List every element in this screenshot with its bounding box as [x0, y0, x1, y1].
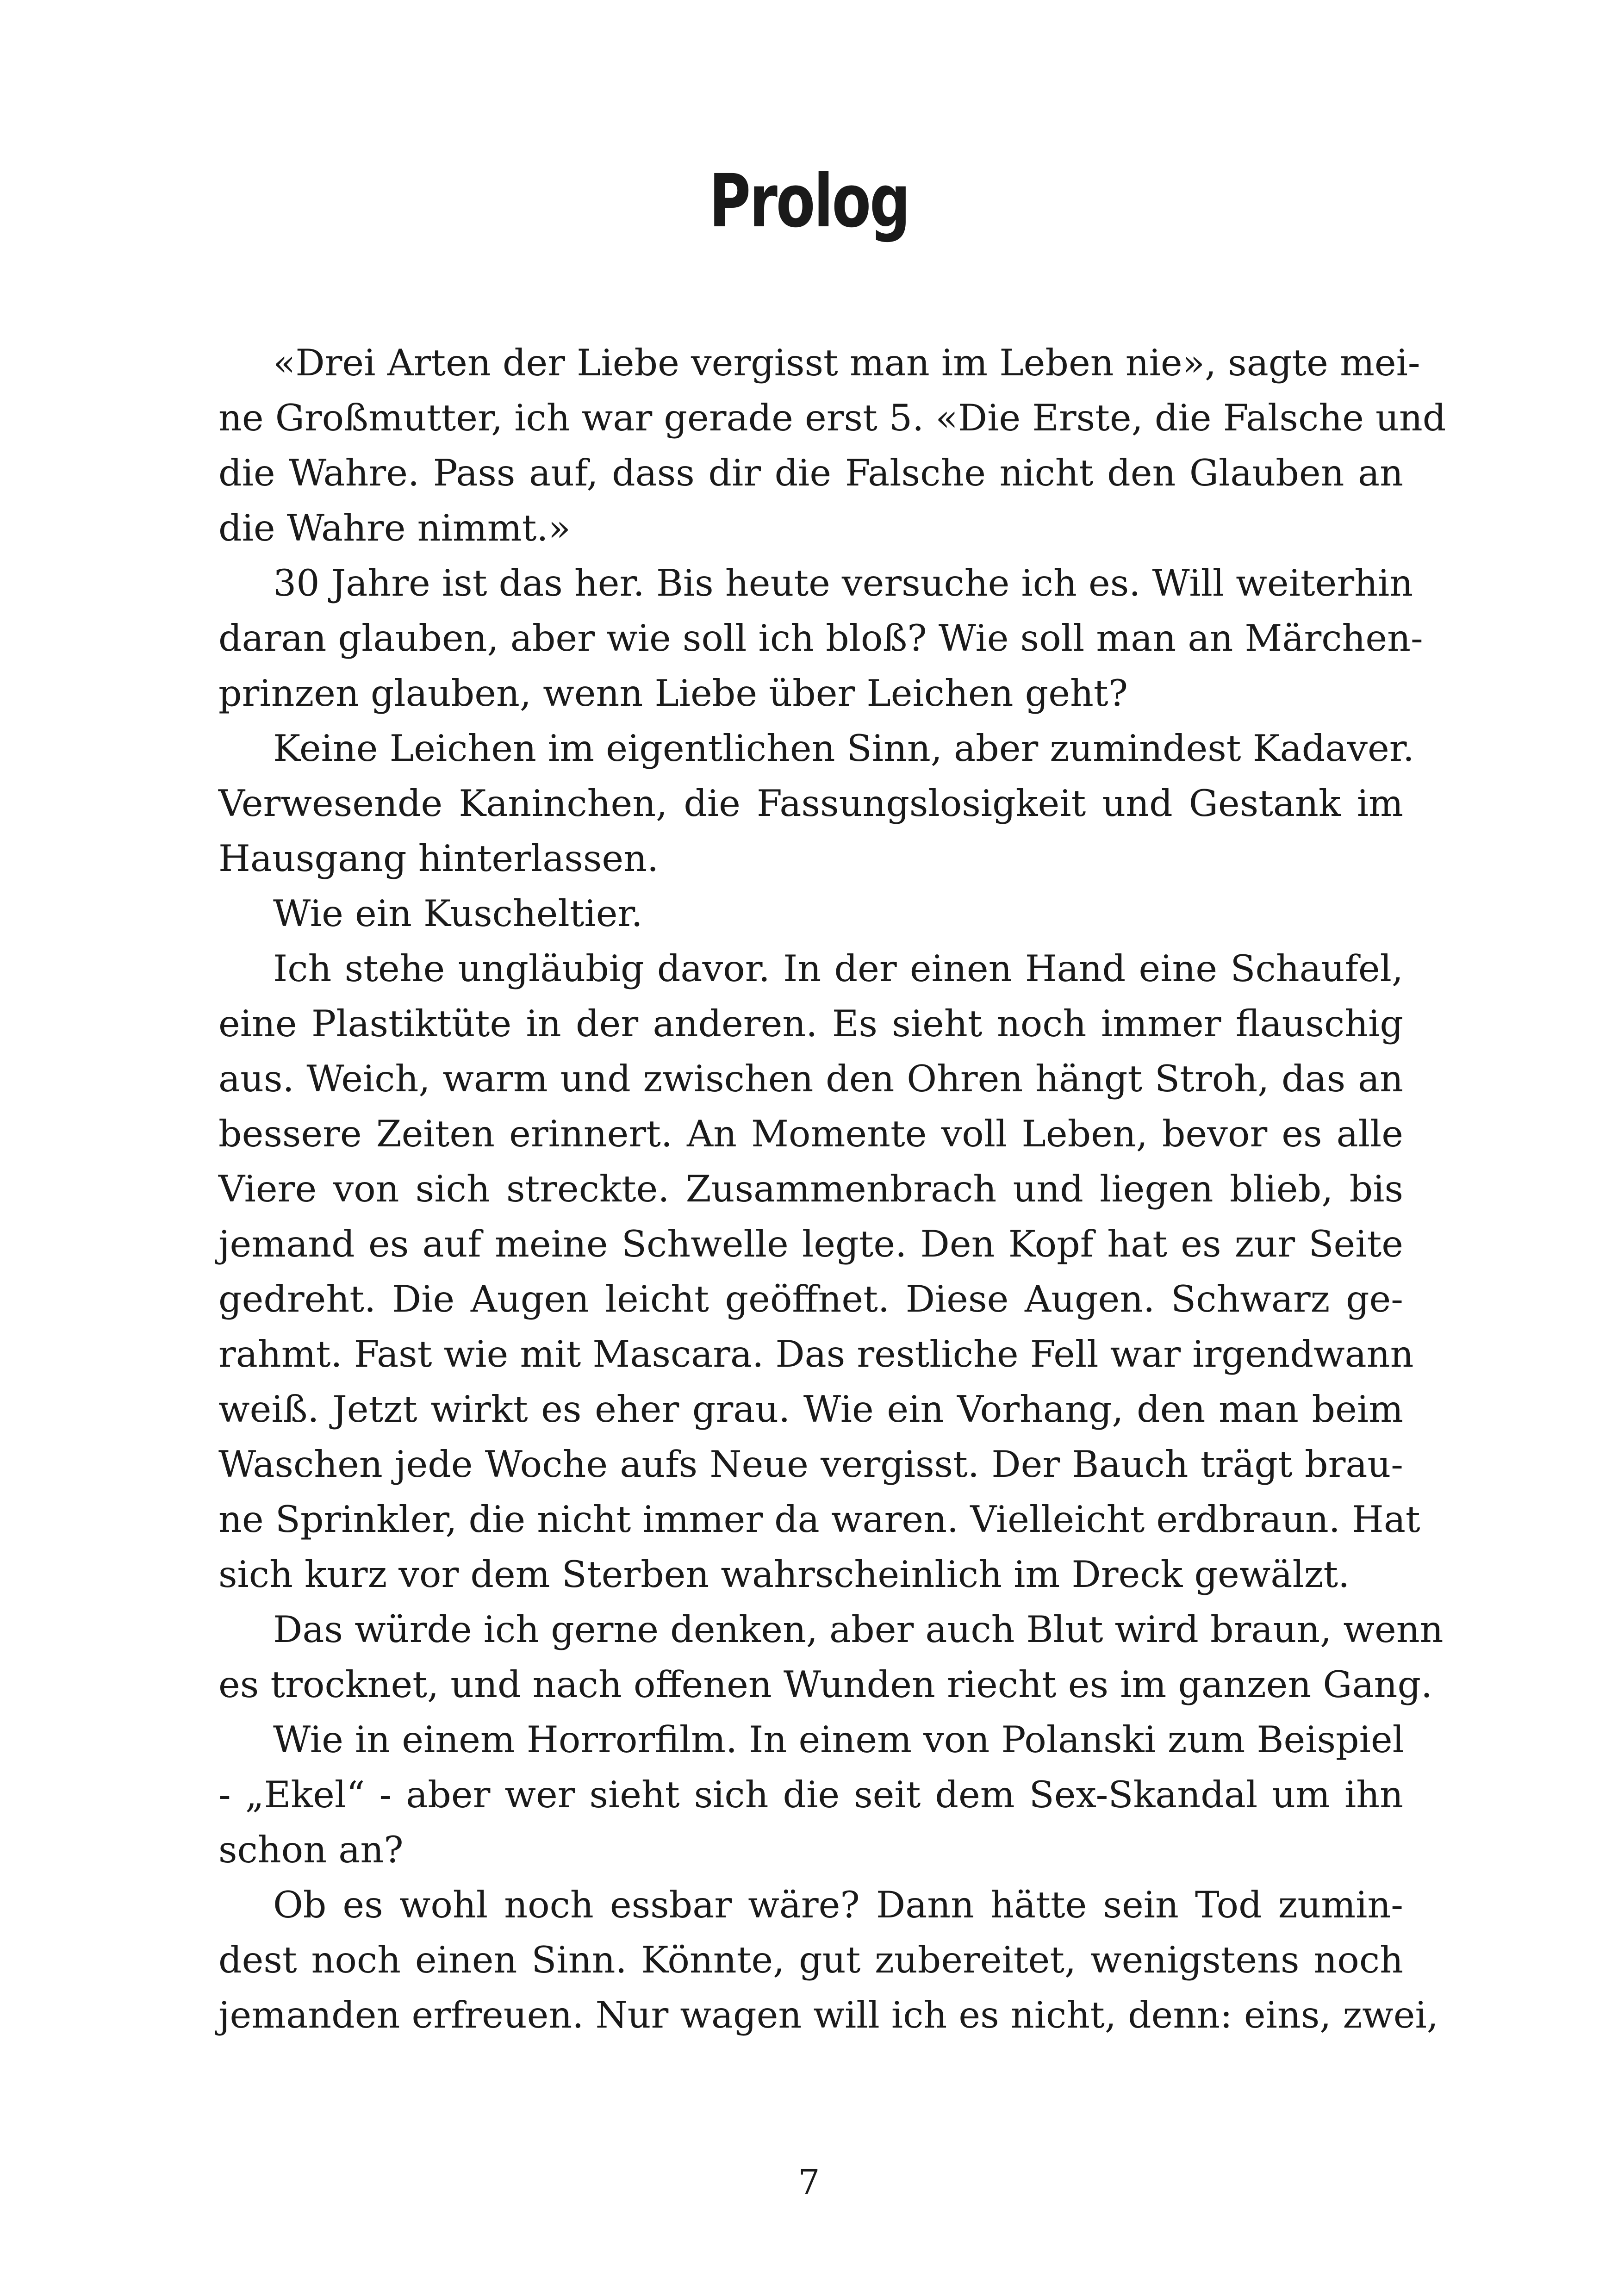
text-line: jemand es auf meine Schwelle legte. Den Kopf hat es zur Seite — [218, 1223, 1403, 1265]
paragraph — [218, 886, 1403, 941]
text-line: - „Ekel“ - aber wer sieht sich die seit dem Sex-Skandal um ihn — [218, 1773, 1403, 1816]
text-line: Wie ein Kuscheltier. — [273, 892, 643, 935]
text-line: jemanden erfreuen. Nur wagen will ich es nicht, denn: eins, zwei, — [218, 1994, 1438, 2036]
paragraph — [218, 721, 1414, 886]
text-line: eine Plastiktüte in der anderen. Es sieht noch immer flauschig — [218, 1002, 1403, 1045]
text-line: Ob es wohl noch essbar wäre? Dann hätte sein Tod zumin- — [273, 1884, 1403, 1926]
text-line: ne Großmutter, ich war gerade erst 5. «Die Erste, die Falsche und — [218, 397, 1446, 439]
paragraph — [218, 1878, 1438, 2043]
text-line: Keine Leichen im eigentlichen Sinn, aber zumindest Kadaver. — [273, 727, 1414, 770]
paragraph — [218, 556, 1423, 721]
text-line: die Wahre nimmt.» — [218, 507, 571, 549]
paragraph — [218, 941, 1420, 1602]
text-line: dest noch einen Sinn. Könnte, gut zubereitet, wenigstens noch — [218, 1939, 1403, 1981]
text-line: aus. Weich, warm und zwischen den Ohren hängt Stroh, das an — [218, 1058, 1403, 1100]
text-line: prinzen glauben, wenn Liebe über Leichen geht? — [218, 672, 1128, 715]
text-line: sich kurz vor dem Sterben wahrscheinlich im Dreck gewälzt. — [218, 1553, 1350, 1596]
text-line: weiß. Jetzt wirkt es eher grau. Wie ein Vorhang, den man beim — [218, 1388, 1403, 1431]
text-line: ne Sprinkler, die nicht immer da waren. Vielleicht erdbraun. Hat — [218, 1498, 1420, 1541]
text-line: Verwesende Kaninchen, die Fassungslosigkeit und Gestank im — [218, 782, 1403, 825]
text-line: gedreht. Die Augen leicht geöffnet. Diese Augen. Schwarz ge- — [218, 1278, 1403, 1320]
text-line: bessere Zeiten erinnert. An Momente voll Leben, bevor es alle — [218, 1113, 1403, 1155]
text-line: Hausgang hinterlassen. — [218, 837, 659, 880]
paragraph — [218, 1602, 1444, 1712]
text-line: 30 Jahre ist das her. Bis heute versuche ich es. Will weiterhin — [273, 562, 1413, 604]
text-line: Waschen jede Woche aufs Neue vergisst. Der Bauch trägt brau- — [218, 1443, 1403, 1486]
text-line: Viere von sich streckte. Zusammenbrach und liegen blieb, bis — [218, 1168, 1403, 1210]
paragraph — [218, 336, 1446, 556]
paragraph — [218, 1712, 1403, 1878]
body-text — [218, 336, 1446, 2043]
text-line: schon an? — [218, 1829, 404, 1871]
page-number: 7 — [798, 2162, 820, 2202]
text-line: «Drei Arten der Liebe vergisst man im Leben nie», sagte mei- — [273, 342, 1420, 384]
text-line: die Wahre. Pass auf, dass dir die Falsche nicht den Glauben an — [218, 452, 1403, 494]
text-line: daran glauben, aber wie soll ich bloß? Wie soll man an Märchen- — [218, 617, 1423, 660]
text-line: Wie in einem Horrorfilm. In einem von Polanski zum Beispiel — [273, 1718, 1404, 1761]
text-line: rahmt. Fast wie mit Mascara. Das restliche Fell war irgendwann — [218, 1333, 1414, 1375]
text-line: Das würde ich gerne denken, aber auch Blut wird braun, wenn — [273, 1608, 1444, 1651]
text-line: Ich stehe ungläubig davor. In der einen Hand eine Schaufel, — [273, 947, 1403, 990]
chapter-title: Prolog — [709, 159, 909, 244]
text-line: es trocknet, und nach offenen Wunden riecht es im ganzen Gang. — [218, 1663, 1433, 1706]
